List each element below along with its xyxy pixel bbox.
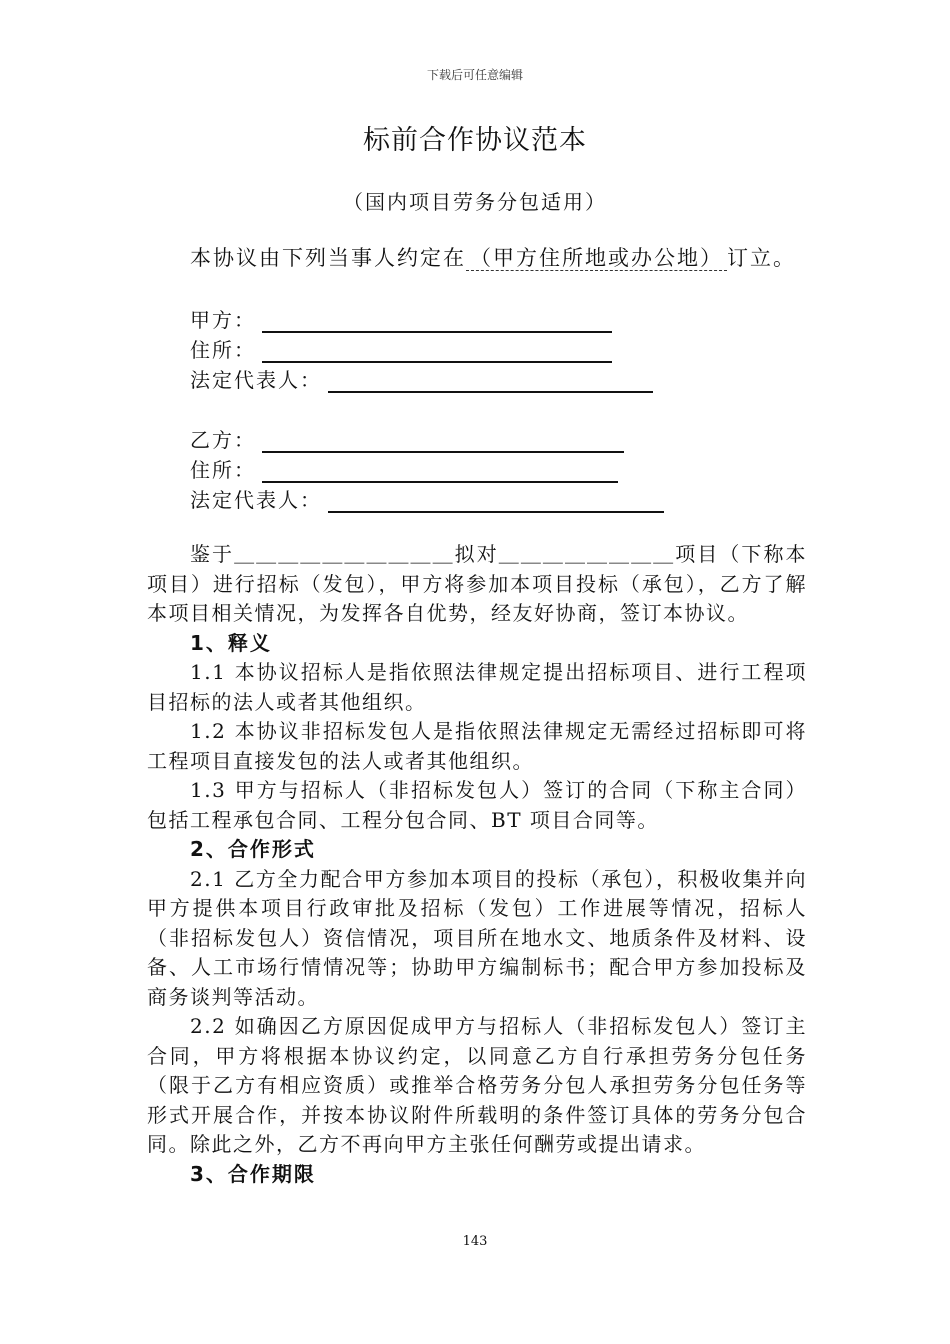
party-b-address-field — [190, 454, 618, 483]
paragraph-1-1: 1.1 本协议招标人是指依照法律规定提出招标项目、进行工程项目招标的法人或者其他组织。 — [147, 660, 807, 714]
party-a-address-label: 住所： — [190, 338, 256, 362]
paragraph-1-3: 1.3 甲方与招标人（非招标发包人）签订的合同（下称主合同）包括工程承包合同、工程分包合同、BT 项目合同等。 — [147, 778, 807, 832]
subtitle: （国内项目劳务分包适用） — [343, 190, 607, 214]
party-a-rep-label: 法定代表人： — [190, 368, 322, 392]
agreement-body — [147, 540, 807, 1189]
intro-prefix: 本协议由下列当事人约定在 — [190, 246, 466, 270]
page-title: 标前合作协议范本 — [363, 125, 587, 156]
party-b-rep-field — [190, 484, 664, 513]
paragraph-2-2: 2.2 如确因乙方原因促成甲方与招标人（非招标发包人）签订主合同，甲方将根据本协议约定，以同意乙方自行承担劳务分包任务（限于乙方有相应资质）或推举合格劳务分包人承担劳务分包任务等形式开展合作，并按本协议附件所载明的条件签订具体的劳务分包合同。除此之外，乙方不再向甲方主张任何酬劳或提出请求。 — [147, 1014, 807, 1156]
party-b-address-blank — [262, 459, 618, 483]
party-a-rep-field — [190, 364, 653, 393]
paragraph-1-2: 1.2 本协议非招标发包人是指依照法律规定无需经过招标即可将工程项目直接发包的法人或者其他组织。 — [147, 719, 807, 773]
party-a-name-field — [190, 304, 612, 333]
party-b-rep-blank — [328, 489, 664, 513]
party-a-address-blank — [262, 339, 612, 363]
section-heading-definitions: 1、释义 — [190, 630, 272, 655]
party-b-name-label: 乙方： — [190, 428, 256, 452]
party-b-name-field — [190, 424, 624, 453]
party-a-name-blank — [262, 309, 612, 333]
party-b-address-label: 住所： — [190, 458, 256, 482]
party-b-name-blank — [262, 429, 624, 453]
paragraph-2-1: 2.1 乙方全力配合甲方参加本项目的投标（承包），积极收集并向甲方提供本项目行政审批及招标（发包）工作进展等情况，招标人（非招标发包人）资信情况，项目所在地水文、地质条件及材料、设备、人工市场行情情况等；协助甲方编制标书；配合甲方参加投标及商务谈判等活动。 — [147, 866, 807, 1009]
party-a-rep-blank — [328, 369, 653, 393]
party-a-name-label: 甲方： — [190, 308, 256, 332]
paragraph-recital: 鉴于＿＿＿＿＿＿＿＿＿＿拟对＿＿＿＿＿＿＿＿项目（下称本项目）进行招标（发包），甲方将参加本项目投标（承包），乙方了解本项目相关情况，为发挥各自优势，经友好协商，签订本协议。 — [147, 542, 807, 625]
intro-suffix: 订立。 — [727, 246, 796, 270]
section-heading-cooperation-term: 3、合作期限 — [190, 1161, 316, 1186]
intro-line — [190, 242, 796, 272]
section-heading-cooperation-form: 2、合作形式 — [190, 837, 316, 861]
party-b-rep-label: 法定代表人： — [190, 488, 322, 512]
header-note: 下载后可任意编辑 — [426, 68, 523, 82]
party-a-address-field — [190, 334, 612, 363]
intro-place-blank: （甲方住所地或办公地） — [466, 246, 727, 271]
page-number: 143 — [462, 1234, 488, 1249]
